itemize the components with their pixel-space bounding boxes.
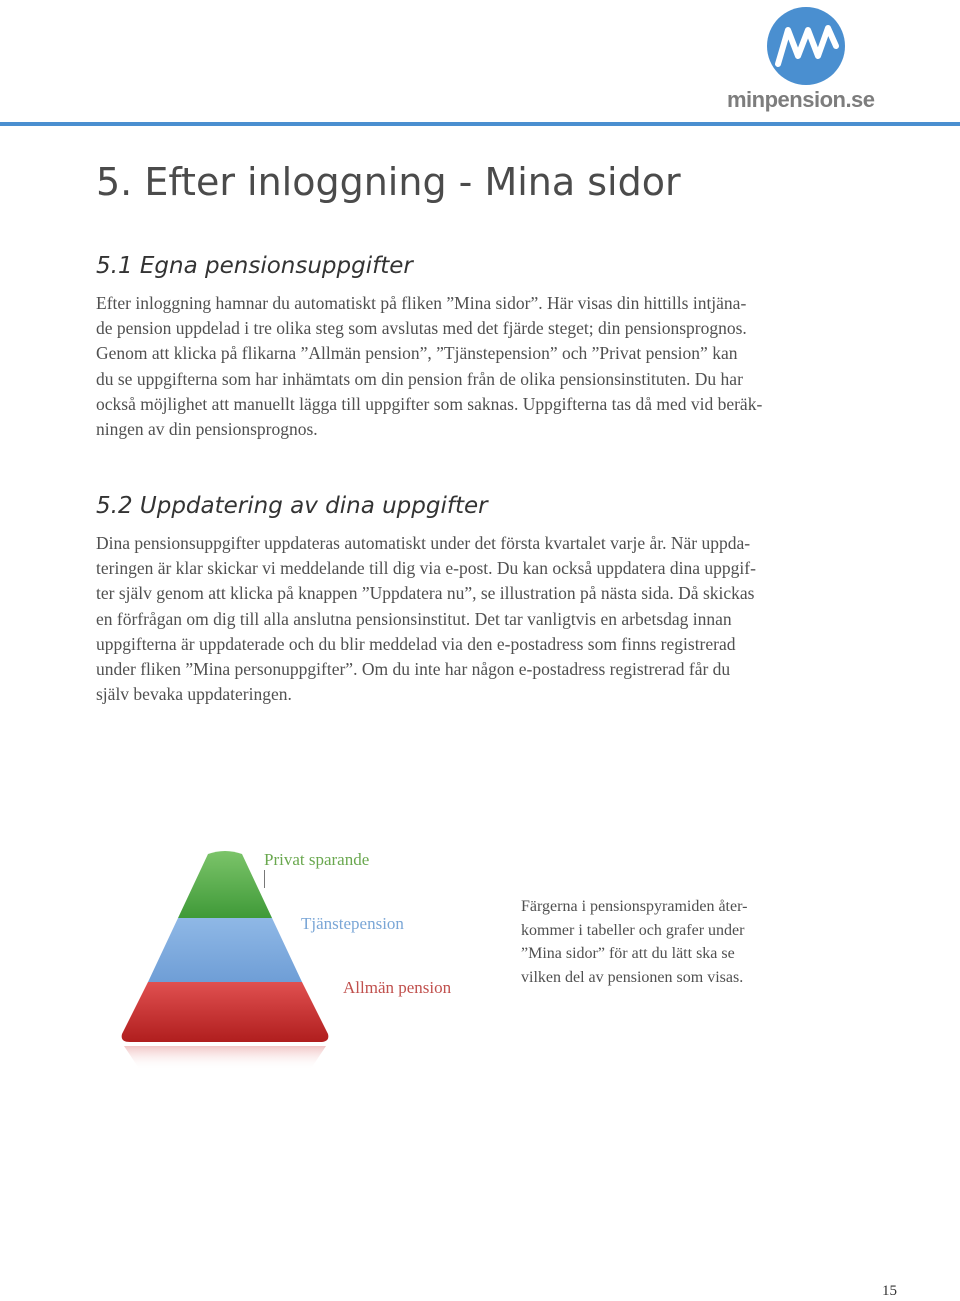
caption-line: kommer i tabeller och grafer under (521, 921, 745, 939)
paragraph-line: uppgifterna är uppdaterade och du blir meddelad via den e-postadress som finns registrerad (96, 633, 736, 654)
paragraph-line: också möjlighet att manuellt lägga till uppgifter som saknas. Uppgifterna tas då med vid beräk- (96, 393, 763, 414)
page-title: 5. Efter inloggning - Mina sidor (96, 160, 681, 204)
caption-line: ”Mina sidor” för att du lätt ska se (521, 945, 735, 962)
paragraph-line: ningen av din pensionsprognos. (96, 419, 318, 440)
pyramid-label-tjanste: Tjänstepension (301, 914, 404, 933)
paragraph-line: du se uppgifterna som har inhämtats om din pension från de olika pensionsinstituten. Du har (96, 368, 743, 389)
caption-line: Färgerna i pensionspyramiden åter- (521, 898, 748, 915)
paragraph-line: teringen är klar skickar vi meddelande till dig via e-post. Du kan också uppdatera dina uppgif- (96, 558, 756, 579)
pyramid-reflection (124, 1046, 326, 1070)
pyramid-label-allman: Allmän pension (343, 978, 452, 997)
page-number: 15 (882, 1283, 897, 1299)
header-divider (0, 122, 960, 126)
pyramid-level-allman (122, 982, 329, 1042)
pyramid-level-privat (178, 851, 272, 918)
pyramid-caption (521, 895, 821, 989)
section-heading-egna: 5.1 Egna pensionsuppgifter (96, 253, 413, 279)
paragraph-line: Dina pensionsuppgifter uppdateras automatiskt under det första kvartalet varje år. När uppda- (96, 533, 751, 553)
section-paragraph-egna (96, 291, 876, 442)
label-pointer (264, 870, 265, 888)
paragraph-line: Genom att klicka på flikarna ”Allmän pension”, ”Tjänstepension” och ”Privat pension” kan (96, 343, 738, 364)
pyramid-level-tjanste (148, 918, 302, 982)
pyramid-label-privat: Privat sparande (264, 850, 370, 869)
paragraph-line: Efter inloggning hamnar du automatiskt på fliken ”Mina sidor”. Här visas din hittills intjäna- (96, 293, 747, 313)
logo-wordmark: minpension.se (727, 87, 875, 112)
minpension-logo-icon (766, 6, 846, 86)
pension-pyramid (110, 848, 340, 1078)
paragraph-line: en förfrågan om dig till alla anslutna pensionsinstitut. Det tar vanligtvis en arbetsdag innan (96, 608, 732, 629)
section-paragraph-uppdatering (96, 531, 876, 707)
caption-line: vilken del av pensionen som visas. (521, 968, 744, 986)
section-heading-uppdatering: 5.2 Uppdatering av dina uppgifter (96, 493, 488, 519)
paragraph-line: ter själv genom att klicka på knappen ”Uppdatera nu”, se illustration på nästa sida. Då skickas (96, 583, 755, 604)
paragraph-line: under fliken ”Mina personuppgifter”. Om du inte har någon e-postadress registrerad får du (96, 659, 731, 680)
paragraph-line: själv bevaka uppdateringen. (96, 684, 292, 705)
paragraph-line: de pension uppdelad i tre olika steg som avslutas med det fjärde steget; din pensionsprognos. (96, 318, 747, 339)
